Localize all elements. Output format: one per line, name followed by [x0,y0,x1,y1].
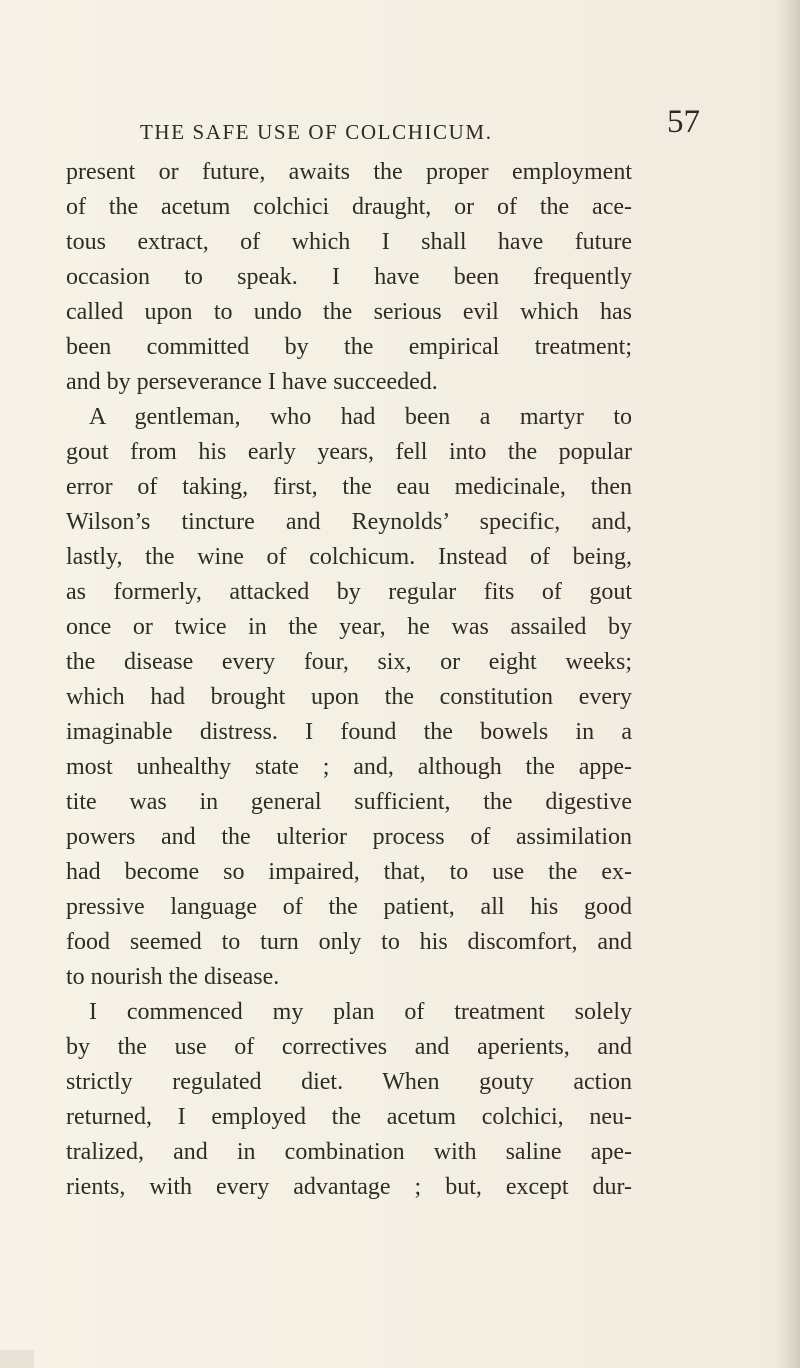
text-line: had become so impaired, that, to use the ex- [66,859,632,885]
body-text [66,155,632,1205]
text-line: as formerly, attacked by regular fits of gout [66,579,632,605]
text-line: gout from his early years, fell into the popular [66,439,632,465]
text-line: error of taking, first, the eau medicinale, then [66,474,632,500]
text-line: which had brought upon the constitution every [66,684,632,710]
text-line: rients, with every advantage ; but, except dur- [66,1174,632,1200]
text-line: once or twice in the year, he was assailed by [66,614,632,640]
text-line: of the acetum colchici draught, or of the ace- [66,194,632,220]
text-line: lastly, the wine of colchicum. Instead of being, [66,544,632,570]
text-line: tous extract, of which I shall have future [66,229,632,255]
text-line: imaginable distress. I found the bowels in a [66,719,632,745]
text-line: I commenced my plan of treatment solely [89,999,632,1025]
running-head: THE SAFE USE OF COLCHICUM. [140,120,493,144]
text-line: and by perseverance I have succeeded. [66,369,438,395]
text-line: tite was in general sufficient, the digestive [66,789,632,815]
page-corner-shadow [0,1350,34,1368]
text-line: returned, I employed the acetum colchici, neu- [66,1104,632,1130]
page-header [140,106,700,156]
text-line: the disease every four, six, or eight weeks; [66,649,632,675]
text-line: present or future, awaits the proper employment [66,159,632,185]
text-line: pressive language of the patient, all his good [66,894,632,920]
page-edge-shadow [776,0,800,1368]
text-line: occasion to speak. I have been frequently [66,264,632,290]
text-line: by the use of correctives and aperients, and [66,1034,632,1060]
text-line: called upon to undo the serious evil which has [66,299,632,325]
text-line: been committed by the empirical treatment; [66,334,632,360]
text-line: A gentleman, who had been a martyr to [89,404,632,430]
text-line: Wilson’s tincture and Reynolds’ specific, and, [66,509,632,535]
text-line: powers and the ulterior process of assimilation [66,824,632,850]
text-line: food seemed to turn only to his discomfort, and [66,929,632,955]
text-line: tralized, and in combination with saline ape- [66,1139,632,1165]
page-number: 57 [667,104,700,140]
text-line: to nourish the disease. [66,964,280,990]
text-line: strictly regulated diet. When gouty action [66,1069,632,1095]
text-line: most unhealthy state ; and, although the appe- [66,754,632,780]
